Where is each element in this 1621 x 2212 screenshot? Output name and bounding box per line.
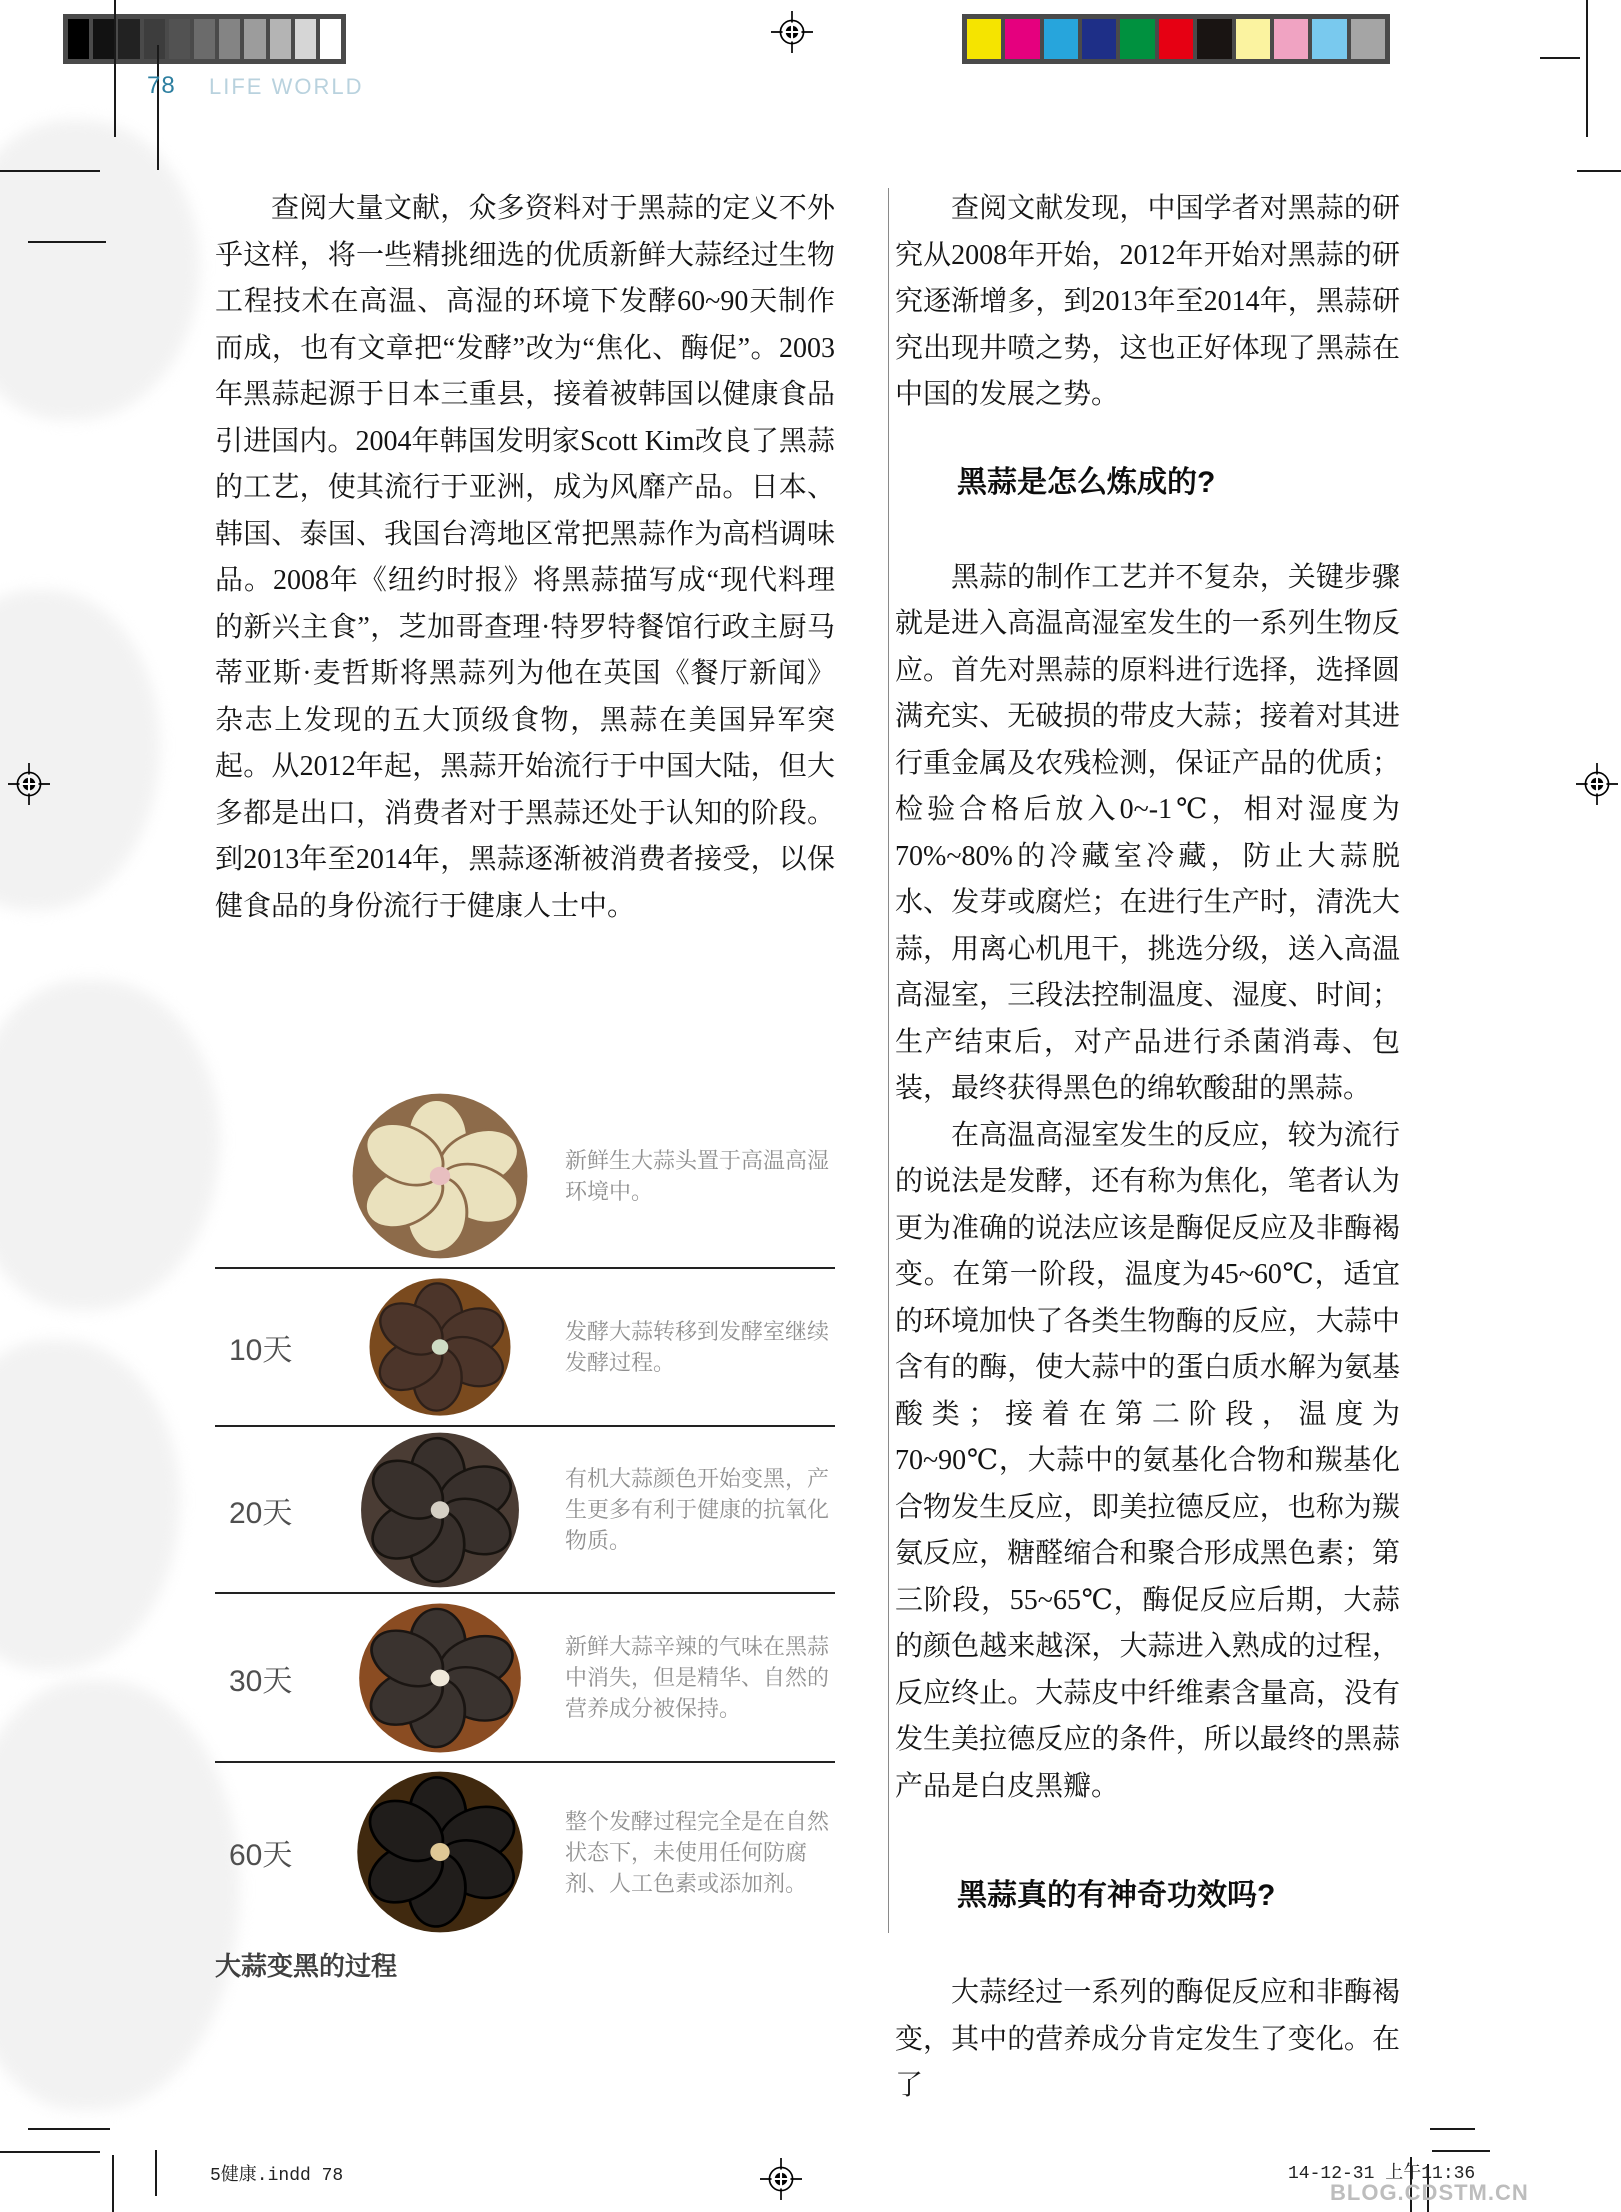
right-column bbox=[895, 186, 1400, 2110]
timeline-row bbox=[215, 1592, 835, 1761]
article-heading: 黑蒜真的有神奇功效吗? bbox=[957, 1879, 1276, 1912]
calibration-swatch bbox=[1312, 19, 1346, 59]
garlic-day30-image bbox=[354, 1602, 526, 1754]
timeline-row bbox=[215, 1085, 835, 1267]
calibration-swatch bbox=[1159, 19, 1193, 59]
garlic-day10-image bbox=[365, 1277, 515, 1417]
calibration-swatch bbox=[1274, 19, 1308, 59]
calibration-swatch bbox=[295, 19, 316, 59]
registration-mark-icon bbox=[1576, 763, 1618, 805]
timeline-row bbox=[215, 1425, 835, 1592]
calibration-swatch bbox=[1236, 19, 1270, 59]
timeline-day-label: 60天 bbox=[229, 1839, 293, 1872]
background-garlic-watermark bbox=[0, 120, 200, 420]
calibration-swatch bbox=[1351, 19, 1385, 59]
left-column bbox=[215, 186, 835, 930]
garlic-day60-image bbox=[352, 1770, 528, 1934]
calibration-swatch bbox=[1082, 19, 1116, 59]
calibration-swatch bbox=[1044, 19, 1078, 59]
timeline-caption: 发酵大蒜转移到发酵室继续发酵过程。 bbox=[565, 1319, 830, 1375]
article-paragraph: 黑蒜的制作工艺并不复杂，关键步骤就是进入高温高湿室发生的一系列生物反应。首先对黑蒜的原料进行选择，选择圆满充实、无破损的带皮大蒜；接着对其进行重金属及农残检测，保证产品的优质；检验合格后放入0~-1℃，相对湿度为70%~80%的冷藏室冷藏，防止大蒜脱水、发芽或腐烂；在进行生产时，清洗大蒜，用离心机甩干，挑选分级，送入高温高湿室，三段法控制温度、湿度、时间；生产结束后，对产品进行杀菌消毒、包装，最终获得黑色的绵软酸甜的黑蒜。 bbox=[895, 561, 1400, 1104]
crop-mark-icon bbox=[112, 2155, 114, 2212]
crop-mark-icon bbox=[28, 2128, 110, 2130]
footer-filename: 5健康.indd 78 bbox=[210, 2166, 344, 2186]
timeline-title: 大蒜变黑的过程 bbox=[215, 1951, 398, 1981]
timeline-row bbox=[215, 1761, 835, 1941]
calibration-swatch bbox=[194, 19, 215, 59]
column-divider bbox=[888, 188, 889, 1933]
registration-mark-icon bbox=[771, 11, 813, 53]
registration-mark-icon bbox=[8, 763, 50, 805]
article-paragraph: 大蒜经过一系列的酶促反应和非酶褐变，其中的营养成分肯定发生了变化。在了 bbox=[895, 1977, 1400, 2101]
footer-timestamp: 14-12-31 上午11:36 bbox=[1288, 2164, 1476, 2184]
background-garlic-watermark bbox=[0, 590, 160, 910]
article-paragraph: 查阅文献发现，中国学者对黑蒜的研究从2008年开始，2012年开始对黑蒜的研究逐渐增多，到2013年至2014年，黑蒜研究出现井喷之势，这也正好体现了黑蒜在中国的发展之势。 bbox=[895, 193, 1400, 410]
timeline-row bbox=[215, 1267, 835, 1425]
calibration-swatch bbox=[1005, 19, 1039, 59]
timeline-day-label: 10天 bbox=[229, 1334, 293, 1367]
registration-mark-icon bbox=[760, 2158, 802, 2200]
crop-mark-icon bbox=[1430, 2128, 1475, 2130]
calibration-swatch bbox=[1197, 19, 1231, 59]
article-heading: 黑蒜是怎么炼成的? bbox=[957, 465, 1216, 499]
calibration-swatch bbox=[219, 19, 240, 59]
calibration-swatch bbox=[93, 19, 114, 59]
background-garlic-watermark bbox=[0, 1680, 240, 2110]
calibration-swatch bbox=[1120, 19, 1154, 59]
blog-watermark: BLOG.CDSTM.CN bbox=[1330, 2180, 1529, 2205]
article-paragraph: 查阅大量文献，众多资料对于黑蒜的定义不外乎这样，将一些精挑细选的优质新鲜大蒜经过生物工程技术在高温、高湿的环境下发酵60~90天制作而成，也有文章把“发酵”改为“焦化、酶促”。2003年黑蒜起源于日本三重县，接着被韩国以健康食品引进国内。2004年韩国发明家Scott Kim改良了黑蒜的工艺，使其流行于亚洲，成为风靡产品。日本、韩国、泰国、我国台湾地区常把黑蒜作为高档调味品。2008年《纽约时报》将黑蒜描写成“现代料理的新兴主食”，芝加哥查理·特罗特餐馆行政主厨马蒂亚斯·麦哲斯将黑蒜列为他在英国《餐厅新闻》杂志上发现的五大顶级食物，黑蒜在美国异军突起。从2012年起，黑蒜开始流行于中国大陆，但大多都是出口，消费者对于黑蒜还处于认知的阶段。到2013年至2014年，黑蒜逐渐被消费者接受，以保健食品的身份流行于健康人士中。 bbox=[215, 193, 835, 922]
garlic-timeline bbox=[215, 1085, 835, 1941]
crop-mark-icon bbox=[1577, 170, 1621, 172]
timeline-day-label: 30天 bbox=[229, 1664, 293, 1698]
calibration-swatch bbox=[144, 19, 165, 59]
timeline-caption: 新鲜生大蒜头置于高温高湿环境中。 bbox=[565, 1148, 830, 1204]
crop-mark-icon bbox=[1540, 57, 1580, 59]
timeline-caption: 整个发酵过程完全是在自然状态下，未使用任何防腐剂、人工色素或添加剂。 bbox=[565, 1808, 830, 1896]
background-garlic-watermark bbox=[0, 980, 220, 1310]
background-garlic-watermark bbox=[0, 1340, 180, 1670]
calibration-swatch bbox=[270, 19, 291, 59]
crop-mark-icon bbox=[0, 170, 100, 172]
crop-mark-icon bbox=[114, 0, 116, 137]
fresh-garlic-image bbox=[347, 1092, 533, 1260]
page-number: 78 bbox=[147, 72, 176, 99]
garlic-day20-image bbox=[356, 1431, 524, 1589]
article-paragraph: 在高温高湿室发生的反应，较为流行的说法是发酵，还有称为焦化，笔者认为更为准确的说法应该是酶促反应及非酶褐变。在第一阶段，温度为45~60℃，适宜的环境加快了各类生物酶的反应，大蒜中含有的酶，使大蒜中的蛋白质水解为氨基酸类；接着在第二阶段，温度为70~90℃，大蒜中的氨基化合物和羰基化合物发生反应，即美拉德反应，也称为羰氨反应，糖醛缩合和聚合形成黑色素；第三阶段，55~65℃，酶促反应后期，大蒜的颜色越来越深，大蒜进入熟成的过程，反应终止。大蒜皮中纤维素含量高，没有发生美拉德反应的条件，所以最终的黑蒜产品是白皮黑瓣。 bbox=[895, 1119, 1400, 1802]
calibration-swatch bbox=[169, 19, 190, 59]
grayscale-calibration-bar bbox=[63, 14, 346, 64]
timeline-caption: 新鲜大蒜辛辣的气味在黑蒜中消失，但是精华、自然的营养成分被保持。 bbox=[565, 1634, 830, 1721]
crop-mark-icon bbox=[157, 45, 159, 170]
crop-mark-icon bbox=[28, 241, 106, 243]
calibration-swatch bbox=[244, 19, 265, 59]
crop-mark-icon bbox=[1432, 2150, 1490, 2152]
crop-mark-icon bbox=[1586, 0, 1588, 137]
calibration-swatch bbox=[967, 19, 1001, 59]
timeline-caption: 有机大蒜颜色开始变黑，产生更多有利于健康的抗氧化物质。 bbox=[565, 1466, 830, 1553]
calibration-swatch bbox=[118, 19, 139, 59]
color-calibration-bar bbox=[962, 14, 1390, 64]
calibration-swatch bbox=[320, 19, 341, 59]
crop-mark-icon bbox=[155, 2150, 157, 2196]
timeline-day-label: 20天 bbox=[229, 1496, 293, 1530]
crop-mark-icon bbox=[0, 2151, 100, 2153]
section-label: LIFE WORLD bbox=[209, 74, 364, 99]
calibration-swatch bbox=[68, 19, 89, 59]
